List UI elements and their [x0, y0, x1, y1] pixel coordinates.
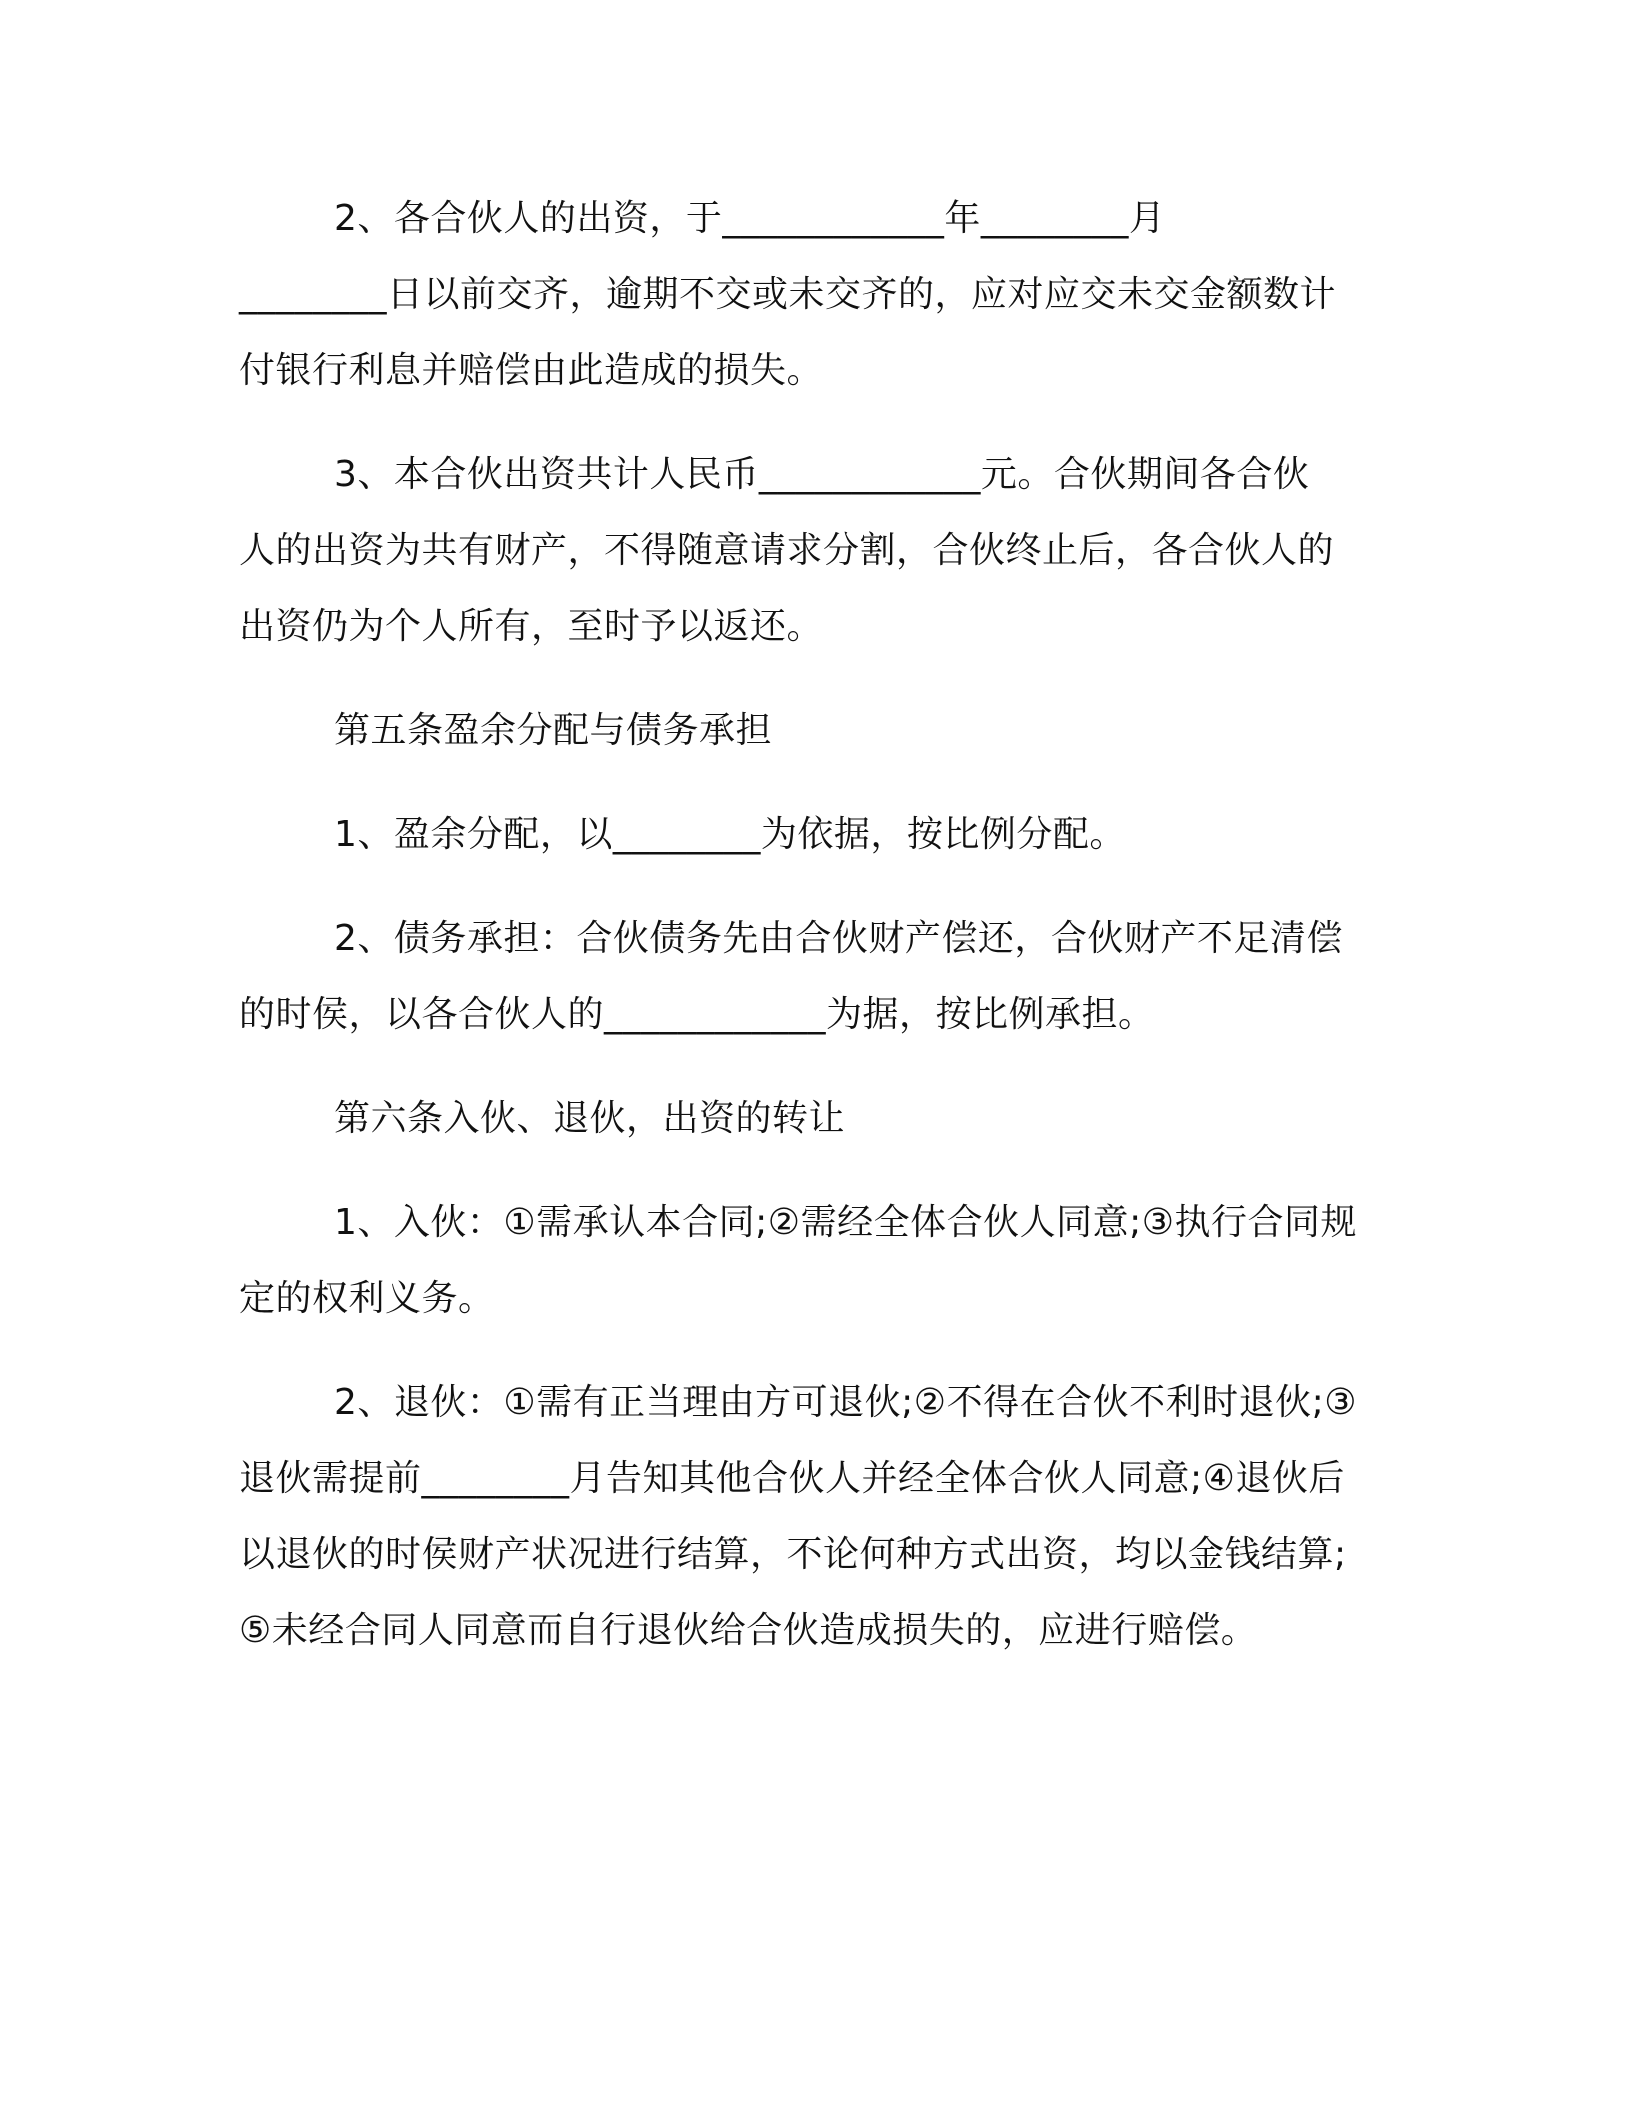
paragraph-line: 定的权利义务。 [239, 1278, 495, 1319]
paragraph-line: ⑤未经合同人同意而自行退伙给合伙造成损失的，应进行赔偿。 [239, 1610, 1258, 1651]
section-heading: 第五条盈余分配与债务承担 [334, 710, 773, 751]
section-heading: 第六条入伙、退伙，出资的转让 [334, 1098, 846, 1139]
paragraph-line: 2、退伙：①需有正当理由方可退伙;②不得在合伙不利时退伙;③ [334, 1382, 1357, 1423]
paragraph-line: 1、盈余分配，以________为依据，按比例分配。 [334, 814, 1126, 855]
paragraph-line: 1、入伙：①需承认本合同;②需经全体合伙人同意;③执行合同规 [334, 1202, 1357, 1243]
paragraph-line: ________日以前交齐，逾期不交或未交齐的，应对应交未交金额数计 [239, 274, 1337, 315]
paragraph-line: 3、本合伙出资共计人民币____________元。合伙期间各合伙 [334, 454, 1310, 495]
paragraph-line: 退伙需提前________月告知其他合伙人并经全体合伙人同意;④退伙后 [239, 1458, 1345, 1499]
paragraph-line: 以退伙的时侯财产状况进行结算，不论何种方式出资，均以金钱结算; [239, 1534, 1347, 1575]
paragraph-line: 人的出资为共有财产，不得随意请求分割，合伙终止后，各合伙人的 [239, 530, 1335, 571]
paragraph-line: 2、各合伙人的出资，于____________年________月 [334, 198, 1166, 239]
paragraph-line: 出资仍为个人所有，至时予以返还。 [239, 606, 824, 647]
paragraph-line: 2、债务承担：合伙债务先由合伙财产偿还，合伙财产不足清偿 [334, 918, 1343, 959]
paragraph-line: 付银行利息并赔偿由此造成的损失。 [239, 350, 824, 391]
paragraph-line: 的时侯，以各合伙人的____________为据，按比例承担。 [239, 994, 1155, 1035]
